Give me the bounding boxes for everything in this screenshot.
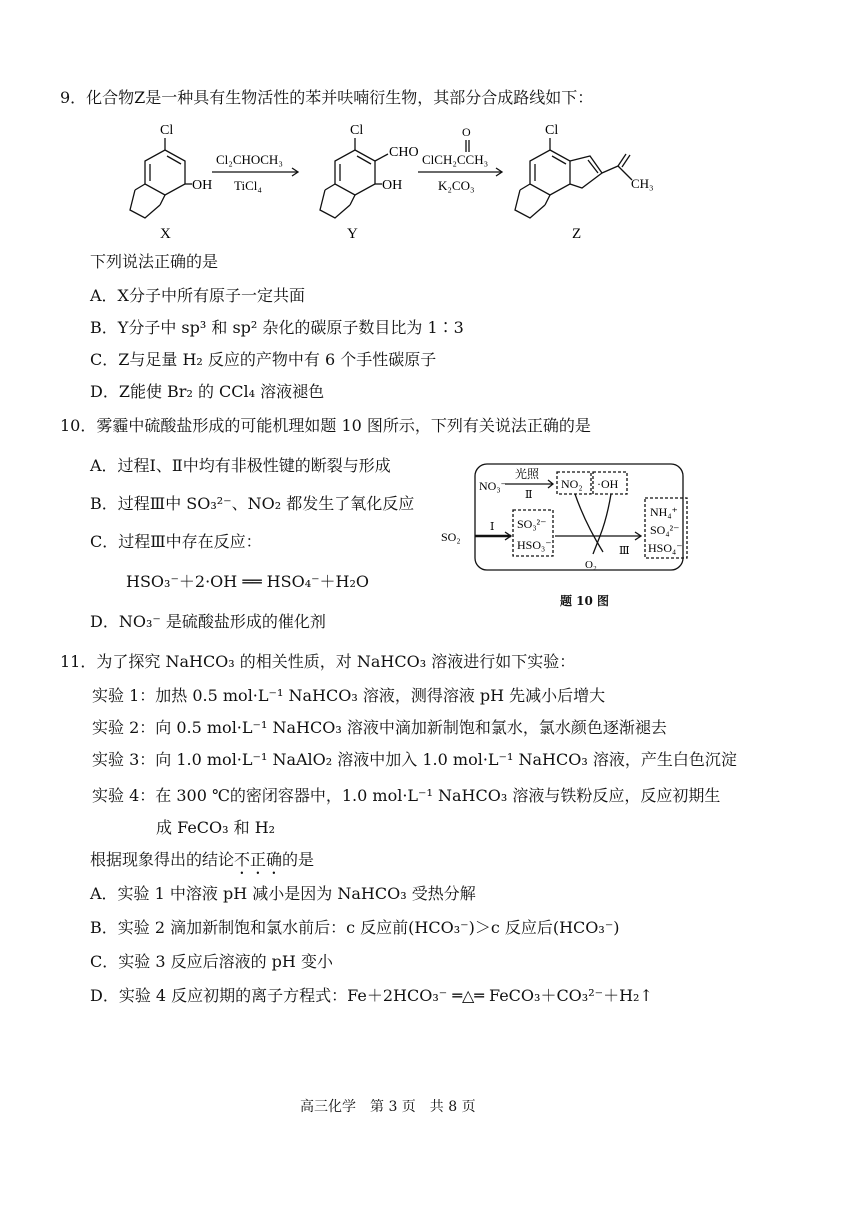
reagent2-o-label: O [462,125,471,139]
q9-option-c: C．Z与足量 H₂ 反应的产物中有 6 个手性碳原子 [90,350,437,369]
q10-figure-caption: 题 10 图 [560,594,610,608]
reagent2-bottom: K₂CO₃ [438,178,475,193]
z-label: Z [572,226,582,242]
q11-experiment-4-cont: 成 FeCO₃ 和 H₂ [156,818,276,837]
y-cl-label: Cl [350,123,364,138]
fig-step-iii: Ⅲ [619,545,630,557]
fig-oh: ·OH [597,477,619,491]
page-footer: 高三化学 第 3 页 共 8 页 [300,1099,476,1115]
z-cl-label: Cl [545,123,559,138]
reagent2-top: ClCH₂CCH₃ [422,152,489,167]
fig-nh4: NH₄⁺ [650,505,678,519]
q11-prompt-emphasis: 不正确 [234,850,283,869]
q11-experiment-2: 实验 2：向 0.5 mol·L⁻¹ NaHCO₃ 溶液中滴加新制饱和氯水，氯水颜色逐渐褪去 [92,718,667,737]
q10-equation: HSO₃⁻＋2·OH ══ HSO₄⁻＋H₂O [126,572,370,591]
q9-stem: 9．化合物Z是一种具有生物活性的苯并呋喃衍生物，其部分合成路线如下： [60,88,594,107]
q11-stem: 11．为了探究 NaHCO₃ 的相关性质，对 NaHCO₃ 溶液进行如下实验： [60,652,576,671]
q9-option-a: A．X分子中所有原子一定共面 [90,286,305,305]
q10-option-d: D．NO₃⁻ 是硫酸盐形成的催化剂 [90,612,326,631]
fig-light: 光照 [515,467,540,481]
q11-prompt [90,850,314,878]
y-label: Y [347,226,358,242]
fig-so3: SO₃²⁻ [517,517,547,531]
q11-option-b: B．实验 2 滴加新制饱和氯水前后：c 反应前(HCO₃⁻)＞c 反应后(HCO₃⁻) [90,918,620,937]
q11-option-c: C．实验 3 反应后溶液的 pH 变小 [90,952,333,971]
fig-step-ii: Ⅱ [525,489,533,501]
fig-no2: NO₂ [561,477,583,491]
q11-prompt-pre: 根据现象得出的结论 [90,850,235,869]
reagent1-bottom: TiCl₄ [234,178,262,193]
fig-so4: SO₄²⁻ [650,523,680,537]
q10-figure [435,458,695,583]
q11-option-d: D．实验 4 反应初期的离子方程式：Fe＋2HCO₃⁻ ═△═ FeCO₃＋CO₃²⁻＋H₂↑ [90,986,653,1005]
y-oh-label: OH [382,178,403,193]
fig-hso3: HSO₃⁻ [517,538,552,552]
q11-experiment-1: 实验 1：加热 0.5 mol·L⁻¹ NaHCO₃ 溶液，测得溶液 pH 先减小后增大 [92,686,606,705]
x-oh-label: OH [192,178,213,193]
fig-step-i: Ⅰ [490,521,495,533]
reagent1-top: Cl₂CHOCH₃ [216,152,283,167]
q9-prompt: 下列说法正确的是 [90,252,219,271]
z-ch3-label: CH₃ [631,176,654,191]
q9-synthesis-scheme [110,118,710,248]
x-cl-label: Cl [160,123,174,138]
fig-o2: O₂ [585,559,597,571]
q11-option-a: A．实验 1 中溶液 pH 减小是因为 NaHCO₃ 受热分解 [90,884,476,903]
q10-stem: 10．雾霾中硫酸盐形成的可能机理如题 10 图所示，下列有关说法正确的是 [60,416,591,435]
q11-experiment-4: 实验 4：在 300 ℃的密闭容器中，1.0 mol·L⁻¹ NaHCO₃ 溶液与铁粉反应，反应初期生 [92,786,721,805]
q9-option-d: D．Z能使 Br₂ 的 CCl₄ 溶液褪色 [90,382,325,401]
fig-no3: NO₃⁻ [479,479,507,493]
q10-option-a: A．过程Ⅰ、Ⅱ中均有非极性键的断裂与形成 [90,456,391,475]
y-cho-label: CHO [389,145,419,160]
fig-so2: SO₂ [441,530,461,544]
q9-option-b: B．Y分子中 sp³ 和 sp² 杂化的碳原子数目比为 1∶3 [90,318,464,337]
q10-option-b: B．过程Ⅲ中 SO₃²⁻、NO₂ 都发生了氧化反应 [90,494,415,513]
x-label: X [160,226,171,242]
q11-prompt-post: 的是 [282,850,315,869]
q10-option-c: C．过程Ⅲ中存在反应： [90,532,262,551]
fig-hso4: HSO₄⁻ [648,541,683,555]
q11-experiment-3: 实验 3：向 1.0 mol·L⁻¹ NaAlO₂ 溶液中加入 1.0 mol·L⁻¹ NaHCO₃ 溶液，产生白色沉淀 [92,750,737,769]
